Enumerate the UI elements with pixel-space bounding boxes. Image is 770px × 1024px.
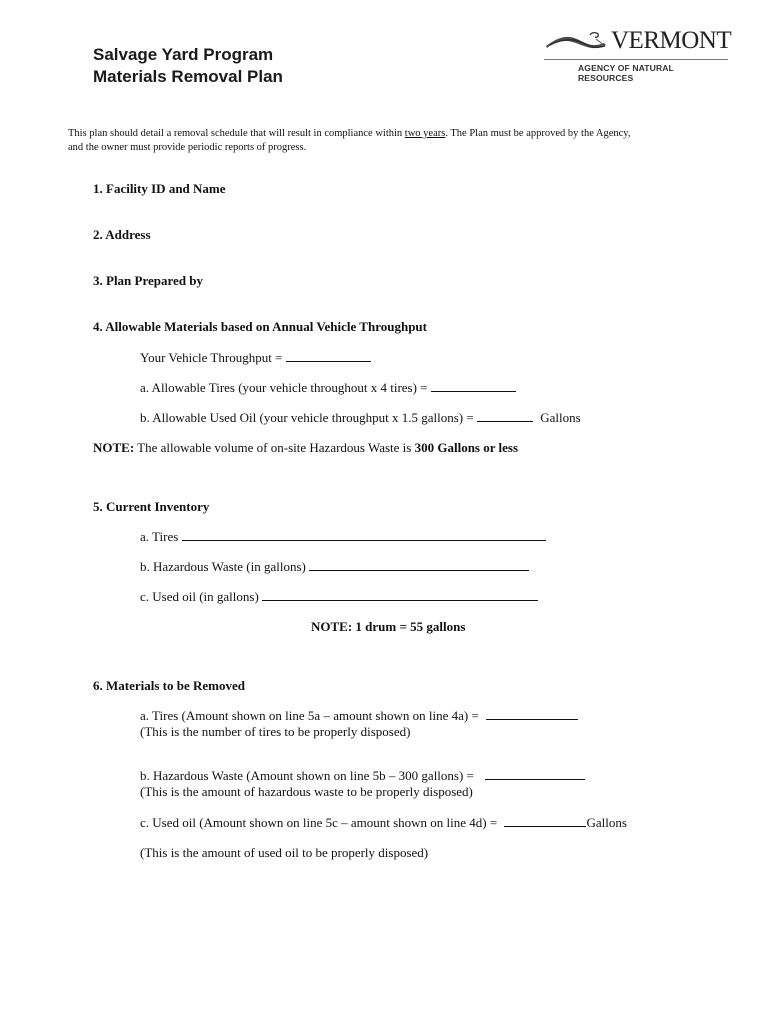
inventory-tires-label: a. Tires (140, 529, 179, 544)
allowable-oil-unit: Gallons (540, 410, 581, 425)
remove-tires-field[interactable] (486, 708, 578, 720)
allowable-oil-field[interactable] (477, 410, 533, 422)
throughput-field[interactable] (286, 350, 371, 362)
inventory-hazwaste-label: b. Hazardous Waste (in gallons) (140, 559, 306, 574)
section-3-heading: 3. Plan Prepared by (93, 273, 204, 288)
form-title-line2: Materials Removal Plan (93, 67, 283, 86)
allowable-tires-row (140, 380, 516, 396)
inventory-tires-field[interactable] (182, 529, 546, 541)
intro-line2: and the owner must provide periodic reports of progress. (68, 142, 307, 153)
inventory-tires-row (140, 529, 546, 545)
hazardous-waste-note: NOTE: The allowable volume of on-site Hazardous Waste is 300 Gallons or less (93, 440, 519, 455)
section-4-heading: 4. Allowable Materials based on Annual Vehicle Throughput (93, 319, 427, 334)
inventory-oil-row (140, 589, 538, 605)
remove-tires-label: a. Tires (Amount shown on line 5a – amount shown on line 4a) = (140, 708, 479, 723)
form-title-line1: Salvage Yard Program (93, 45, 274, 64)
remove-oil-field[interactable] (504, 815, 586, 827)
section-5-heading: 5. Current Inventory (93, 499, 210, 514)
two-years-emphasis: two years (404, 128, 446, 139)
allowable-tires-field[interactable] (431, 380, 516, 392)
remove-hazwaste-row (140, 768, 585, 784)
section-6-heading: 6. Materials to be Removed (93, 678, 245, 693)
remove-tires-note: (This is the number of tires to be properly disposed) (140, 724, 411, 739)
throughput-row (140, 350, 371, 366)
allowable-oil-label: b. Allowable Used Oil (your vehicle throughput x 1.5 gallons) = (140, 410, 474, 425)
inventory-oil-field[interactable] (262, 589, 538, 601)
drum-note: NOTE: 1 drum = 55 gallons (311, 619, 466, 634)
logo-agency-text: AGENCY OF NATURAL RESOURCES (578, 63, 674, 83)
remove-oil-label: c. Used oil (Amount shown on line 5c – amount shown on line 4d) = (140, 815, 498, 830)
remove-tires-row (140, 708, 578, 724)
remove-hazwaste-note: (This is the amount of hazardous waste to be properly disposed) (140, 784, 473, 799)
allowable-tires-label: a. Allowable Tires (your vehicle throughout x 4 tires) = (140, 380, 428, 395)
inventory-oil-label: c. Used oil (in gallons) (140, 589, 259, 604)
section-1-heading: 1. Facility ID and Name (93, 181, 226, 196)
remove-hazwaste-label: b. Hazardous Waste (Amount shown on line 5b – 300 gallons) = (140, 768, 474, 783)
inventory-hazwaste-field[interactable] (309, 559, 529, 571)
remove-oil-note: (This is the amount of used oil to be properly disposed) (140, 845, 429, 860)
allowable-oil-row (140, 410, 581, 426)
remove-oil-unit: Gallons (586, 815, 627, 830)
logo-vermont-text: VERMONT (611, 27, 732, 54)
logo-divider (544, 59, 728, 60)
vermont-anr-logo (544, 26, 732, 83)
remove-oil-row (140, 815, 627, 831)
inventory-hazwaste-row (140, 559, 529, 575)
mountain-logo-icon (544, 26, 614, 58)
throughput-label: Your Vehicle Throughput = (140, 350, 283, 365)
section-2-heading: 2. Address (93, 227, 151, 242)
intro-line1: This plan should detail a removal schedule that will result in compliance within two years. The Plan must be approved by the Agency, (68, 128, 631, 139)
remove-hazwaste-field[interactable] (485, 768, 585, 780)
